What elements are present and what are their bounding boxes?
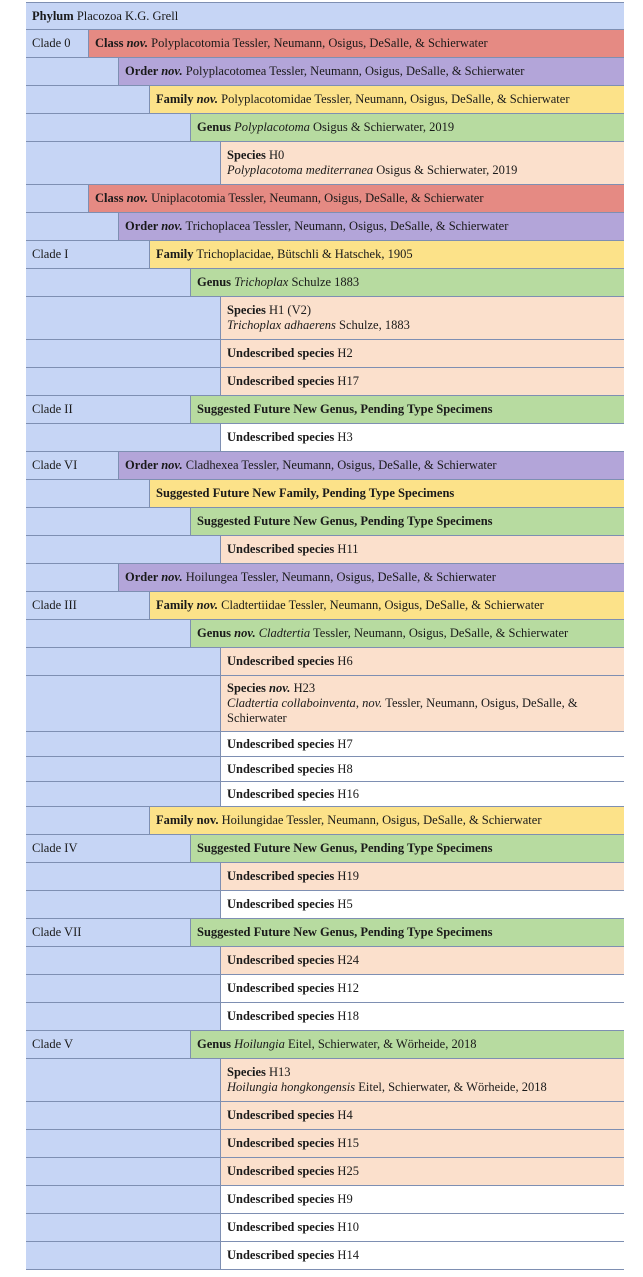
taxon-row [26, 269, 624, 297]
species-cell [220, 1130, 624, 1157]
taxon-row [26, 757, 624, 782]
rank-label: Undescribed species [227, 761, 335, 776]
cell-line [197, 925, 618, 940]
taxon-text: H15 [334, 1136, 359, 1150]
italic-text: Hoilungia hongkongensis [227, 1080, 356, 1094]
species-cell [220, 891, 624, 918]
clade-label: Clade IV [32, 841, 78, 855]
cell-line [227, 1164, 618, 1179]
taxon-text: Schulze, 1883 [335, 318, 410, 332]
species-cell [220, 863, 624, 890]
taxon-row [26, 536, 624, 564]
rank-label: Undescribed species [227, 346, 335, 360]
cell-line [227, 1220, 618, 1235]
taxon-row [26, 863, 624, 891]
taxon-text: Osigus & Schierwater, 2019 [373, 163, 518, 177]
genus-cell [190, 114, 624, 141]
italic-text: nov. [161, 570, 183, 584]
rank-label: Family [156, 92, 197, 106]
rank-label: Undescribed species [227, 1136, 335, 1150]
taxon-row [26, 58, 624, 86]
taxon-row [26, 452, 624, 480]
species-cell [220, 975, 624, 1002]
species-cell [220, 142, 624, 184]
rank-label: Suggested Future New Family, Pending Type Specimens [156, 486, 455, 500]
species-cell [220, 1186, 624, 1213]
rank-label: Undescribed species [227, 736, 335, 751]
italic-text: nov. [269, 681, 291, 695]
italic-text: nov. [196, 92, 219, 106]
taxon-text: H6 [334, 654, 353, 668]
clade-label: Clade V [32, 1037, 74, 1051]
rank-label: Undescribed species [227, 786, 335, 801]
cell-line [227, 981, 618, 996]
cell-line [227, 654, 618, 669]
species-cell [220, 424, 624, 451]
taxon-text: Polyplacotomidae Tessler, Neumann, Osigus, DeSalle, & Schierwater [218, 92, 570, 106]
clade-label: Clade VI [32, 458, 78, 472]
taxon-row [26, 975, 624, 1003]
rank-label: Family nov. [156, 813, 219, 827]
taxon-text: H0 [265, 148, 285, 162]
species-cell [220, 676, 624, 731]
rank-label: Order [125, 458, 162, 472]
italic-text: nov. [161, 64, 183, 78]
cell-line [227, 1065, 618, 1080]
taxon-row [26, 1031, 624, 1059]
cell-line [227, 374, 618, 389]
taxon-row [26, 835, 624, 863]
taxon-text: Placozoa K.G. Grell [73, 8, 179, 23]
rank-label: Undescribed species [227, 1192, 335, 1206]
rank-label: Genus [197, 275, 235, 289]
taxon-text: H13 [265, 1065, 291, 1079]
taxon-text: H11 [334, 542, 359, 556]
taxon-row [26, 947, 624, 975]
cell-line [227, 346, 618, 361]
cell-line [227, 163, 618, 178]
genus-cell [190, 1031, 624, 1058]
cell-line [156, 486, 618, 501]
clade-label: Clade II [32, 402, 73, 416]
taxon-text: Polyplacotomia Tessler, Neumann, Osigus, DeSalle, & Schierwater [148, 36, 488, 50]
taxon-row [26, 114, 624, 142]
cell-line [227, 1248, 618, 1263]
rank-label: Family [156, 247, 194, 261]
rank-label: Suggested Future New Genus, Pending Type Specimens [197, 402, 493, 416]
cell-line [227, 430, 618, 445]
rank-label: Undescribed species [227, 654, 335, 668]
taxon-row [26, 213, 624, 241]
genus-cell [190, 620, 624, 647]
rank-label: Species [227, 1065, 266, 1079]
italic-text: nov. [362, 696, 383, 710]
italic-text: Hoilungia [234, 1037, 285, 1051]
cell-line [227, 148, 618, 163]
italic-text: Trichoplax adhaerens [227, 318, 336, 332]
rank-label: Undescribed species [227, 542, 335, 556]
italic-text: nov. [161, 219, 183, 233]
taxon-row [26, 564, 624, 592]
rank-label: Undescribed species [227, 1248, 335, 1262]
taxon-text: H24 [334, 953, 359, 967]
cell-line [227, 762, 618, 777]
taxon-text: H3 [334, 430, 353, 444]
taxon-text: Cladhexea Tessler, Neumann, Osigus, DeSalle, & Schierwater [182, 458, 497, 472]
taxon-text: H7 [334, 736, 353, 751]
clade-label: Clade 0 [32, 36, 71, 50]
cell-line [32, 9, 618, 24]
order-cell [118, 213, 624, 240]
taxon-row [26, 185, 624, 213]
rank-label: Undescribed species [227, 1164, 335, 1178]
italic-text: nov. [234, 626, 256, 640]
cell-line [227, 1009, 618, 1024]
rank-label: Undescribed species [227, 869, 335, 883]
cell-line [197, 275, 618, 290]
taxon-text: , [355, 696, 363, 710]
species-cell [220, 947, 624, 974]
order-cell [118, 58, 624, 85]
cell-line [227, 1136, 618, 1151]
rank-label: Genus [197, 120, 235, 134]
taxon-row [26, 86, 624, 114]
taxon-row [26, 782, 624, 807]
italic-text: nov. [126, 191, 149, 205]
rank-label: Undescribed species [227, 953, 335, 967]
taxon-row [26, 1242, 624, 1270]
rank-label: Species [227, 681, 270, 695]
cell-line [227, 711, 618, 726]
cell-line [197, 841, 618, 856]
clade-label: Clade I [32, 247, 69, 261]
taxon-row [26, 30, 624, 58]
species-cell [220, 1003, 624, 1030]
cell-line [95, 191, 618, 206]
taxon-row [26, 648, 624, 676]
italic-text: Polyplacotoma mediterranea [227, 163, 374, 177]
clade-label: Clade III [32, 598, 77, 612]
cell-line [227, 1192, 618, 1207]
cell-line [227, 696, 618, 711]
cell-line [125, 570, 618, 585]
taxon-text: H19 [334, 869, 359, 883]
taxonomy-table [26, 2, 624, 1270]
taxon-text: H9 [334, 1192, 353, 1206]
species-cell [220, 536, 624, 563]
cell-line [156, 92, 618, 107]
italic-text: Trichoplax [234, 275, 289, 289]
species-cell [220, 648, 624, 675]
rank-label: Undescribed species [227, 1009, 335, 1023]
species-cell [220, 1158, 624, 1185]
taxon-text: H1 (V2) [265, 303, 312, 317]
rank-label: Species [227, 303, 266, 317]
taxon-text: Trichoplacea Tessler, Neumann, Osigus, DeSalle, & Schierwater [182, 219, 509, 233]
taxon-row [26, 620, 624, 648]
species-cell [220, 368, 624, 395]
clade-label: Clade VII [32, 925, 82, 939]
taxon-text: H8 [334, 761, 353, 776]
cell-line [227, 737, 618, 752]
taxon-text: Osigus & Schierwater, 2019 [309, 120, 455, 134]
species-cell [220, 297, 624, 339]
taxon-row [26, 732, 624, 757]
rank-label: Phylum [32, 8, 74, 23]
taxon-row [26, 368, 624, 396]
genus-cell [190, 919, 624, 946]
taxon-text: Schulze 1883 [288, 275, 360, 289]
taxon-row [26, 1130, 624, 1158]
rank-label: Class [95, 191, 127, 205]
taxon-text: Tessler, Neumann, Osigus, DeSalle, & Schierwater [310, 626, 569, 640]
cell-line [197, 514, 618, 529]
cell-line [227, 681, 618, 696]
species-cell [220, 1102, 624, 1129]
cell-line [125, 64, 618, 79]
rank-label: Undescribed species [227, 430, 335, 444]
rank-label: Class [95, 36, 127, 50]
family-cell [149, 86, 624, 113]
taxon-row [26, 1003, 624, 1031]
taxon-text: H23 [290, 681, 316, 695]
taxon-row [26, 396, 624, 424]
class-cell [88, 30, 624, 57]
taxon-text: H2 [334, 346, 353, 360]
rank-label: Undescribed species [227, 897, 335, 911]
taxon-text: H17 [334, 374, 359, 388]
taxon-row [26, 241, 624, 269]
rank-label: Suggested Future New Genus, Pending Type Specimens [197, 925, 493, 939]
cell-line [125, 219, 618, 234]
taxon-row [26, 2, 624, 30]
species-cell [220, 340, 624, 367]
cell-line [227, 869, 618, 884]
taxon-text: H25 [334, 1164, 359, 1178]
taxon-text: H18 [334, 1009, 359, 1023]
taxon-text: Cladtertiidae Tessler, Neumann, Osigus, DeSalle, & Schierwater [218, 598, 544, 612]
taxon-text: Hoilungidae Tessler, Neumann, Osigus, DeSalle, & Schierwater [218, 813, 542, 827]
italic-text: Polyplacotoma [234, 120, 310, 134]
taxon-row [26, 919, 624, 947]
species-cell [220, 732, 624, 756]
phylum-cell [26, 3, 624, 29]
species-cell [220, 1214, 624, 1241]
family-cell [149, 592, 624, 619]
species-cell [220, 1059, 624, 1101]
italic-text: Cladtertia collaboinventa [227, 696, 356, 710]
cell-line [156, 247, 618, 262]
taxon-row [26, 424, 624, 452]
taxon-row [26, 480, 624, 508]
cell-line [227, 1108, 618, 1123]
genus-cell [190, 396, 624, 423]
taxon-text: Uniplacotomia Tessler, Neumann, Osigus, DeSalle, & Schierwater [148, 191, 484, 205]
genus-cell [190, 269, 624, 296]
cell-line [156, 813, 618, 828]
rank-label: Genus [197, 626, 235, 640]
rank-label: Undescribed species [227, 1108, 335, 1122]
rank-label: Order [125, 219, 162, 233]
order-cell [118, 452, 624, 479]
taxon-text: Schierwater [227, 711, 287, 725]
rank-label: Species [227, 148, 266, 162]
cell-line [227, 953, 618, 968]
rank-label: Suggested Future New Genus, Pending Type Specimens [197, 841, 493, 855]
cell-line [197, 626, 618, 641]
cell-line [227, 787, 618, 802]
taxon-row [26, 1214, 624, 1242]
taxon-row [26, 142, 624, 185]
taxon-text: H4 [334, 1108, 353, 1122]
taxon-text: H14 [334, 1248, 359, 1262]
italic-text: nov. [196, 598, 219, 612]
rank-label: Order [125, 64, 162, 78]
rank-label: Undescribed species [227, 981, 335, 995]
taxon-row [26, 1059, 624, 1102]
species-cell [220, 1242, 624, 1269]
rank-label: Undescribed species [227, 374, 335, 388]
rank-label: Undescribed species [227, 1220, 335, 1234]
species-cell [220, 782, 624, 806]
taxon-row [26, 1158, 624, 1186]
taxon-text: Hoilungea Tessler, Neumann, Osigus, DeSalle, & Schierwater [182, 570, 496, 584]
taxon-row [26, 592, 624, 620]
taxon-text: Trichoplacidae, Bütschli & Hatschek, 1905 [193, 247, 413, 261]
family-cell [149, 241, 624, 268]
cell-line [125, 458, 618, 473]
taxon-text: H5 [334, 897, 353, 911]
taxon-text: H10 [334, 1220, 359, 1234]
order-cell [118, 564, 624, 591]
taxon-row [26, 508, 624, 536]
taxon-row [26, 807, 624, 835]
taxon-text: H12 [334, 981, 359, 995]
cell-line [197, 120, 618, 135]
cell-line [227, 1080, 618, 1095]
taxon-row [26, 891, 624, 919]
cell-line [227, 542, 618, 557]
cell-line [227, 897, 618, 912]
taxon-text: Eitel, Schierwater, & Wörheide, 2018 [284, 1037, 477, 1051]
cell-line [197, 402, 618, 417]
class-cell [88, 185, 624, 212]
taxon-text: Polyplacotomea Tessler, Neumann, Osigus, DeSalle, & Schierwater [182, 64, 525, 78]
cell-line [227, 303, 618, 318]
cell-line [156, 598, 618, 613]
genus-cell [190, 508, 624, 535]
rank-label: Genus [197, 1037, 235, 1051]
family-cell [149, 480, 624, 507]
italic-text: Cladtertia [258, 626, 311, 640]
italic-text: nov. [126, 36, 149, 50]
rank-label: Suggested Future New Genus, Pending Type Specimens [197, 514, 493, 528]
cell-line [95, 36, 618, 51]
taxon-row [26, 297, 624, 340]
taxon-text: H16 [334, 786, 359, 801]
taxon-row [26, 1102, 624, 1130]
taxon-row [26, 340, 624, 368]
taxon-text: Tessler, Neumann, Osigus, DeSalle, & [382, 696, 578, 710]
taxon-row [26, 1186, 624, 1214]
rank-label: Order [125, 570, 162, 584]
cell-line [227, 318, 618, 333]
cell-line [197, 1037, 618, 1052]
italic-text: nov. [161, 458, 183, 472]
species-cell [220, 757, 624, 781]
rank-label: Family [156, 598, 197, 612]
taxon-row [26, 676, 624, 732]
taxon-text: Eitel, Schierwater, & Wörheide, 2018 [355, 1080, 547, 1094]
genus-cell [190, 835, 624, 862]
family-cell [149, 807, 624, 834]
